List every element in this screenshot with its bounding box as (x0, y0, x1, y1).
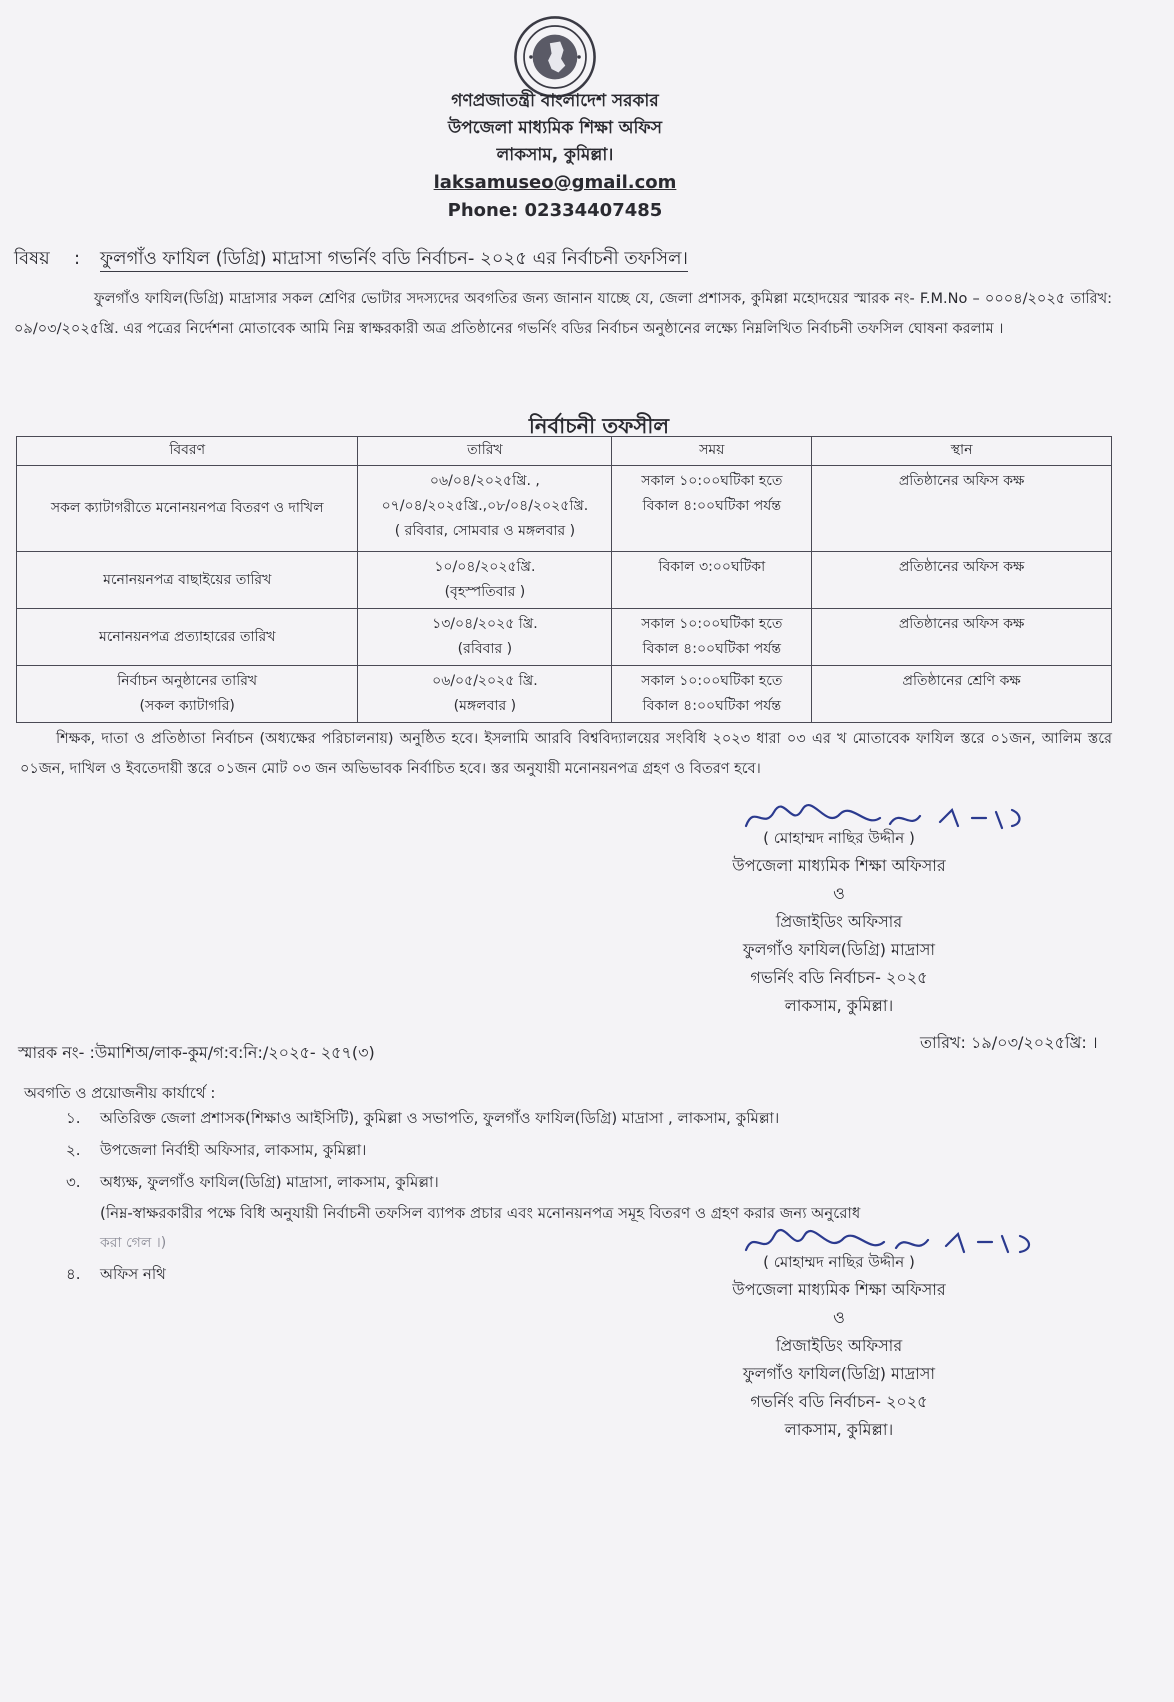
table-row (17, 666, 1112, 723)
table-header-row (17, 437, 1112, 466)
list-sub-note-end: করা গেল ।) (100, 1235, 167, 1251)
signatory-name: ( মোহাম্মদ নাছির উদ্দীন ) (763, 829, 915, 847)
signatory-location: লাকসাম, কুমিল্লা। (784, 996, 894, 1015)
time-line: বিকাল ৪:০০ঘটিকা পর্যন্ত (642, 698, 781, 714)
date-line: ১৩/০৪/২০২৫ খ্রি. (432, 616, 538, 632)
description-line: (সকল ক্যাটাগরি) (139, 698, 235, 714)
list-item (66, 1166, 1106, 1198)
schedule-table (16, 436, 1112, 723)
header-time: সময় (612, 437, 812, 466)
list-number: ৩. (66, 1173, 81, 1191)
cell-description: সকল ক্যাটাগরীতে মনোনয়নপত্র বিতরণ ও দাখিল (17, 466, 358, 552)
list-text: অফিস নথি (100, 1265, 166, 1283)
table-row (17, 609, 1112, 666)
time-line: সকাল ১০:০০ঘটিকা হতে (641, 616, 783, 632)
signatory-location: লাকসাম, কুমিল্লা। (784, 1420, 894, 1439)
cell-date (358, 609, 612, 666)
cell-description (17, 666, 358, 723)
list-text: উপজেলা নির্বাহী অফিসার, লাকসাম, কুমিল্লা। (100, 1141, 367, 1159)
time-line: বিকাল ৪:০০ঘটিকা পর্যন্ত (642, 498, 781, 514)
time-line: বিকাল ৪:০০ঘটিকা পর্যন্ত (642, 641, 781, 657)
cell-time (612, 666, 812, 723)
date-line: (রবিবার ) (457, 641, 513, 657)
header-description: বিবরণ (17, 437, 358, 466)
cell-description: মনোনয়নপত্র বাছাইয়ের তারিখ (17, 552, 358, 609)
signatory-role: প্রিজাইডিং অফিসার (775, 1336, 903, 1355)
list-text: অতিরিক্ত জেলা প্রশাসক(শিক্ষাও আইসিটি), কুমিল্লা ও সভাপতি, ফুলগাঁও ফাযিল(ডিগ্রি) মাদ্রাসা , লাকসাম, কুমিল্লা। (100, 1109, 780, 1127)
list-item (66, 1102, 1106, 1134)
cell-time (612, 552, 812, 609)
note-paragraph: শিক্ষক, দাতা ও প্রতিষ্ঠাতা নির্বাচন (অধ্যক্ষের পরিচালনায়) অনুষ্ঠিত হবে। ইসলামি আরবি বিশ্ববিদ্যালয়ের সংবিধি ২০২৩ ধারা ০৩ এর খ মোতাবেক ফাযিল স্তরে ০১জন, আলিম স্তরে ০১জন, দাখিল ও ইবতেদায়ী স্তরে ০১জন মোট ০৩ জন অভিভাবক নির্বাচিত হবে। স্তর অনুযায়ী মনোনয়নপত্র গ্রহণ ও বিতরণ হবে। (20, 731, 1112, 777)
subject-line: বিষয় : ফুলগাঁও ফাযিল (ডিগ্রি) মাদ্রাসা গভর্নিং বডি নির্বাচন- ২০২৫ এর নির্বাচনী তফসিল। (14, 244, 1154, 275)
cell-date (358, 666, 612, 723)
date-line: (বৃহস্পতিবার ) (444, 584, 526, 600)
memo-date: তারিখ: ১৯/০৩/২০২৫খ্রি: । (920, 1033, 1098, 1052)
table-row (17, 552, 1112, 609)
subject-label: বিষয় (14, 248, 50, 269)
header-email: laksamuseo@gmail.com (433, 172, 677, 193)
list-text: অধ্যক্ষ, ফুলগাঁও ফাযিল(ডিগ্রি) মাদ্রাসা, লাকসাম, কুমিল্লা। (100, 1173, 439, 1191)
subject-text: ফুলগাঁও ফাযিল (ডিগ্রি) মাদ্রাসা গভর্নিং বডি নির্বাচন- ২০২৫ এর নির্বাচনী তফসিল। (100, 248, 688, 272)
header-date: তারিখ (358, 437, 612, 466)
list-number: ১. (66, 1109, 81, 1127)
signatory-role: প্রিজাইডিং অফিসার (775, 912, 903, 931)
signatory-election: গভর্নিং বডি নির্বাচন- ২০২৫ (750, 968, 928, 987)
schedule-title: নির্বাচনী তফসীল (528, 414, 670, 438)
header-line-location: লাকসাম, কুমিল্লা। (496, 145, 614, 165)
header-line-office: উপজেলা মাধ্যমিক শিক্ষা অফিস (447, 118, 663, 138)
date-line: ( রবিবার, সোমবার ও মঙ্গলবার ) (394, 523, 576, 539)
cell-place: প্রতিষ্ঠানের অফিস কক্ষ (812, 466, 1112, 552)
signatory-name: ( মোহাম্মদ নাছির উদ্দীন ) (763, 1253, 915, 1271)
signatory-conjunction: ও (833, 1308, 845, 1327)
cell-date (358, 552, 612, 609)
header-place: স্থান (812, 437, 1112, 466)
time-line: সকাল ১০:০০ঘটিকা হতে (641, 473, 783, 489)
cell-place: প্রতিষ্ঠানের শ্রেণি কক্ষ (812, 666, 1112, 723)
cell-place: প্রতিষ্ঠানের অফিস কক্ষ (812, 609, 1112, 666)
signatory-institution: ফুলগাঁও ফাযিল(ডিগ্রি) মাদ্রাসা (742, 1364, 936, 1383)
date-line: ১০/০৪/২০২৫খ্রি. (434, 559, 536, 575)
cell-place: প্রতিষ্ঠানের অফিস কক্ষ (812, 552, 1112, 609)
header-line-govt: গণপ্রজাতন্ত্রী বাংলাদেশ সরকার (451, 91, 659, 111)
header-phone: Phone: 02334407485 (447, 200, 663, 221)
description-line: নির্বাচন অনুষ্ঠানের তারিখ (117, 673, 258, 689)
date-line: ০৭/০৪/২০২৫খ্রি.,০৮/০৪/২০২৫খ্রি. (381, 498, 589, 514)
table-row (17, 466, 1112, 552)
signature-block (654, 800, 1024, 1020)
list-item (66, 1134, 1106, 1166)
signatory-title: উপজেলা মাধ্যমিক শিক্ষা অফিসার (732, 1280, 946, 1299)
signatory-election: গভর্নিং বডি নির্বাচন- ২০২৫ (750, 1392, 928, 1411)
intro-paragraph: ফুলগাঁও ফাযিল(ডিগ্রি) মাদ্রাসার সকল শ্রেণির ভোটার সদস্যদের অবগতির জন্য জানান যাচ্ছে যে, জেলা প্রশাসক, কুমিল্লা মহোদয়ের স্মারক নং- F.M.No – ০০০৪/২০২৫ তারিখ: ০৯/০৩/২০২৫খ্রি. এর পত্রের নির্দেশনা মোতাবেক আমি নিম্ন স্বাক্ষরকারী অত্র প্রতিষ্ঠানের গভর্নিং বডির নির্বাচন অনুষ্ঠানের লক্ষ্যে নিম্নলিখিত নির্বাচনী তফসিল ঘোষনা করলাম । (14, 291, 1112, 337)
date-line: ০৬/০৫/২০২৫ খ্রি. (432, 673, 538, 689)
date-line: (মঙ্গলবার ) (453, 698, 517, 714)
list-number: ৪. (66, 1265, 81, 1283)
cell-time (612, 609, 812, 666)
signatory-conjunction: ও (833, 884, 845, 903)
list-sub-note: (নিম্ন-স্বাক্ষরকারীর পক্ষে বিধি অনুযায়ী নির্বাচনী তফসিল ব্যাপক প্রচার এবং মনোনয়নপত্র সমূহ বিতরণ ও গ্রহণ করার জন্য অনুরোধ (100, 1204, 861, 1222)
cell-description: মনোনয়নপত্র প্রত্যাহারের তারিখ (17, 609, 358, 666)
memo-number: স্মারক নং- :উমাশিঅ/লাক-কুম/গ:ব:নি:/২০২৫- ২৫৭(৩) (18, 1043, 375, 1062)
office-header (0, 88, 1110, 225)
list-number: ২. (66, 1141, 81, 1159)
cell-date (358, 466, 612, 552)
date-line: ০৬/০৪/২০২৫খ্রি. , (429, 473, 540, 489)
signatory-title: উপজেলা মাধ্যমিক শিক্ষা অফিসার (732, 856, 946, 875)
time-line: বিকাল ৩:০০ঘটিকা (658, 559, 766, 575)
signature-block (654, 1226, 1024, 1444)
signatory-institution: ফুলগাঁও ফাযিল(ডিগ্রি) মাদ্রাসা (742, 940, 936, 959)
cell-time (612, 466, 812, 552)
copy-heading: অবগতি ও প্রয়োজনীয় কার্যার্থে : (24, 1084, 216, 1102)
time-line: সকাল ১০:০০ঘটিকা হতে (641, 673, 783, 689)
